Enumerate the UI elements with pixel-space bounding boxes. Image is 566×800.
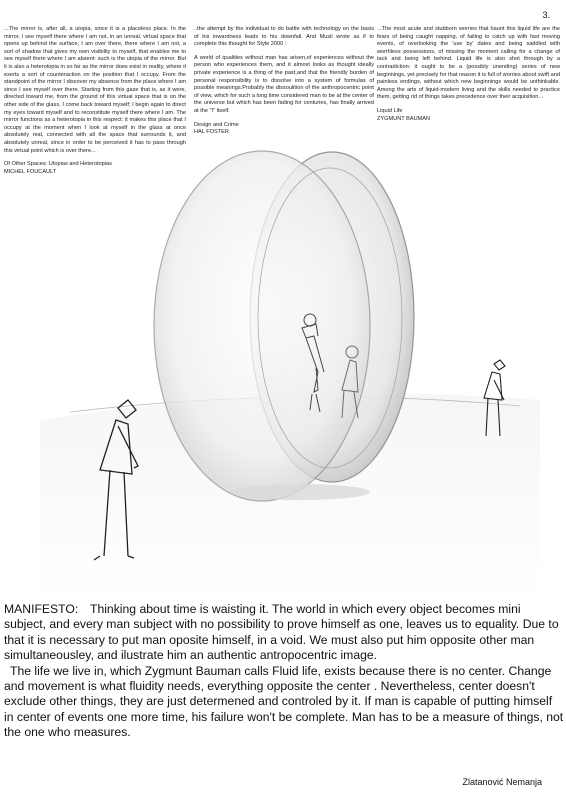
- quote-source: Design and Crime: [194, 121, 239, 128]
- quote-bauman: [377, 26, 560, 123]
- manifesto-label: MANIFESTO:: [4, 602, 79, 616]
- quote-source: Of Other Spaces: Utopias and Heterotopias: [4, 161, 112, 168]
- glass-discs-illustration: [0, 150, 566, 600]
- disc-shadow: [230, 484, 370, 500]
- glass-disc-front: [154, 151, 370, 501]
- quote-author: ZYGMUNT BAUMAN: [377, 115, 431, 122]
- quote-text: ..the attempt by the individual to do battle with technology on the basis of his inwardness leads to his downfall. And Musil wrote as if to complete this thought for Style 2000 :: [194, 26, 374, 48]
- page-number: 3.: [542, 10, 550, 20]
- author-signature: Zlatanović Nemanja: [462, 777, 542, 787]
- quote-author: MICHEL FOUCAULT: [4, 168, 57, 175]
- quote-source: Liquid Life: [377, 107, 403, 114]
- manifesto-paragraph: The life we live in, which Zygmunt Bauman calls Fluid life, exists because there is no center. Change and movement is what fluidity needs, everything opposite the center . Nevertheless, center doesn't exclude other things, they are just determened and controled by it. If man is capable of putting himself in center of events one more time, his failure won't be complete. Man has to be a measure of things, not the one who measures.: [4, 663, 564, 740]
- quote-text: ...The most acute and stubborn worries that haunt this liquid life are the fears of being caught napping, of failing to catch up with fast moving events, of overlooking the 'use by' dates and being saddled with worthless possessions, of missing the moment calling for a change of tack and being left behind. Liquid life is also shot through by a contradiction: it ought to be a (possibly unending) series of new beginnings, yet precisely for that reason it is full of worries about swift and painless endings, without which new beginnings would be unthinkable. Among the arts of liquid-modern living and the skills needed to practice them, getting rid of things takes precedence over their acquisition...: [377, 26, 560, 101]
- quote-foster: [194, 26, 374, 137]
- manifesto-body: [4, 602, 564, 741]
- quote-text: A world of qualities without man has arisen,of experiences without the person who experiences them, and it almost looks as thought ideally private experience is a thing of the past,and that the friendly burden of personal responsibility is to dissolve into a system of formulas of possible meanings.Probably the dissoulition of the anthropocentric point of view, which for such a long time considered man to be at the center of the universe but which has been fading for centuries, has finally arrived at the "I" itself.: [194, 54, 374, 114]
- manifesto: [4, 602, 564, 741]
- quote-text: ...The mirror is, after all, a utopia, since it is a placeless place. In the mirror, I see myself there where I am not, in an unreal, virtual space that opens up behind the surface; I am over there, there where I am not, a sort of shadow that gives my own visibility to myself, that enables me to see myself there where I am absent: such is the utopia of the mirror. But it is also a heterotopia in so far as the mirror does exist in reality, where it exerts a sort of counteraction on the position that I occupy. From the standpoint of the mirror I discover my absence from the place where I am since I see myself over there. Starting from this gaze that is, as it were, directed toward me, from the ground of this virtual space that is on the other side of the glass, I come back toward myself; I begin again to direct my eyes toward myself and to reconstitute myself there where I am. The mirror functions as a heterotopia in this respect: it makes this place that I occupy at the moment when I look at myself in the glass at once absolutely real, connected with all the space that surrounds it, and absolutely unreal, since in order to be perceived it has to pass through this virtual point which is over there...: [4, 26, 186, 154]
- quote-author: HAL FOSTER: [194, 129, 229, 136]
- manifesto-paragraph: Thinking about time is waisting it. The world in which every object becomes mini subject, and every man subject with no possibility to prove himself as one, leaves us to equality. Due to that it is necessary to put man oposite himself, in a void. We must also put him opposite other man simultaneousley, and ilustrate him an authentic antropocentric image.: [4, 602, 559, 663]
